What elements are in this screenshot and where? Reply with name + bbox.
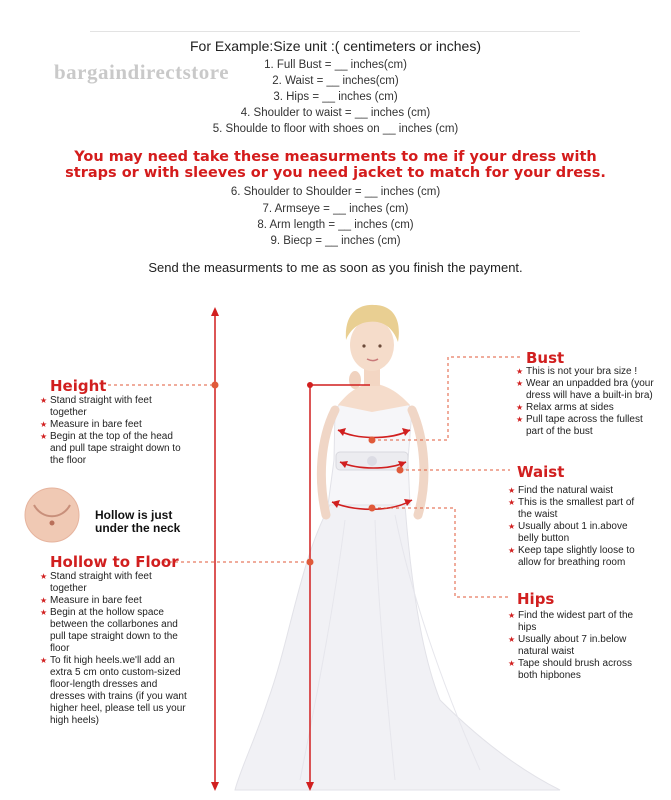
watermark: bargaindirectstore — [54, 60, 230, 84]
waist-list — [508, 485, 648, 569]
measurement-item-4: 4. Shoulder to waist = __ inches (cm) — [240, 107, 431, 119]
hollow-to-floor-item-1: ★ Stand straight with feet together — [40, 571, 190, 595]
bust-item-3: ★ Relax arms at sides — [516, 402, 656, 414]
model-head — [350, 319, 394, 371]
height-item-1: ★ Stand straight with feet together — [40, 395, 190, 419]
bust-list — [516, 366, 656, 438]
height-list — [40, 395, 190, 467]
hips-list — [508, 610, 648, 682]
waist-item-2: ★ This is the smallest part of the waist — [508, 497, 648, 521]
hips-item-3: ★ Tape should brush across both hipbones — [508, 658, 648, 682]
hips-title: Hips — [517, 590, 555, 608]
measurement-item-7: 7. Armseye = __ inches (cm) — [262, 203, 409, 215]
notice-line-1: You may need take these measurments to me if your dress with — [74, 149, 597, 165]
hollow-label-line-2: under the neck — [95, 521, 181, 535]
notice-line-2: straps or with sleeves or you need jacket to match for your dress. — [65, 165, 606, 181]
waist-item-1: ★ Find the natural waist — [508, 485, 648, 497]
hollow-neck-photo — [25, 488, 79, 542]
hips-item-1: ★ Find the widest part of the hips — [508, 610, 648, 634]
bust-item-4: ★ Pull tape across the fullest part of the bust — [516, 414, 656, 438]
hollow-to-floor-title: Hollow to Floor — [50, 553, 179, 571]
hollow-to-floor-item-4: ★ To fit high heels.we'll add an extra 5 cm onto custom-sized floor-length dresses and dresses with trains (if you want higher heel, please tell us your high heels) — [40, 655, 190, 727]
height-item-2: ★ Measure in bare feet — [40, 419, 190, 431]
height-title: Height — [50, 377, 107, 395]
top-divider — [90, 31, 580, 32]
height-item-3: ★ Begin at the top of the head and pull tape straight down to the floor — [40, 431, 190, 467]
hollow-to-floor-item-2: ★ Measure in bare feet — [40, 595, 190, 607]
measurement-item-9: 9. Biecp = __ inches (cm) — [270, 235, 401, 247]
measurement-item-1: 1. Full Bust = __ inches(cm) — [264, 59, 407, 71]
hips-item-2: ★ Usually about 7 in.below natural waist — [508, 634, 648, 658]
measurement-item-6: 6. Shoulder to Shoulder = __ inches (cm) — [230, 186, 441, 198]
hollow-label — [95, 509, 180, 535]
hollow-label-line-1: Hollow is just — [95, 508, 173, 522]
bust-title: Bust — [526, 349, 565, 367]
measurement-item-8: 8. Arm length = __ inches (cm) — [257, 219, 414, 231]
hollow-to-floor-list — [40, 571, 190, 727]
example-heading: For Example:Size unit :( centimeters or inches) — [190, 38, 481, 54]
bust-item-2: ★ Wear an unpadded bra (your dress will have a built-in bra) — [516, 378, 656, 402]
measurement-item-5: 5. Shoulde to floor with shoes on __ inches (cm) — [212, 123, 459, 135]
waist-title: Waist — [517, 463, 565, 481]
bust-item-1: ★ This is not your bra size ! — [516, 366, 656, 378]
hollow-to-floor-item-3: ★ Begin at the hollow space between the collarbones and pull tape straight down to the floor — [40, 607, 190, 655]
measurement-item-3: 3. Hips = __ inches (cm) — [273, 91, 398, 103]
waist-item-3: ★ Usually about 1 in.above belly button — [508, 521, 648, 545]
measurement-item-2: 2. Waist = __ inches(cm) — [272, 75, 399, 87]
send-note: Send the measurments to me as soon as you finish the payment. — [148, 260, 523, 275]
waist-item-4: ★ Keep tape slightly loose to allow for breathing room — [508, 545, 648, 569]
